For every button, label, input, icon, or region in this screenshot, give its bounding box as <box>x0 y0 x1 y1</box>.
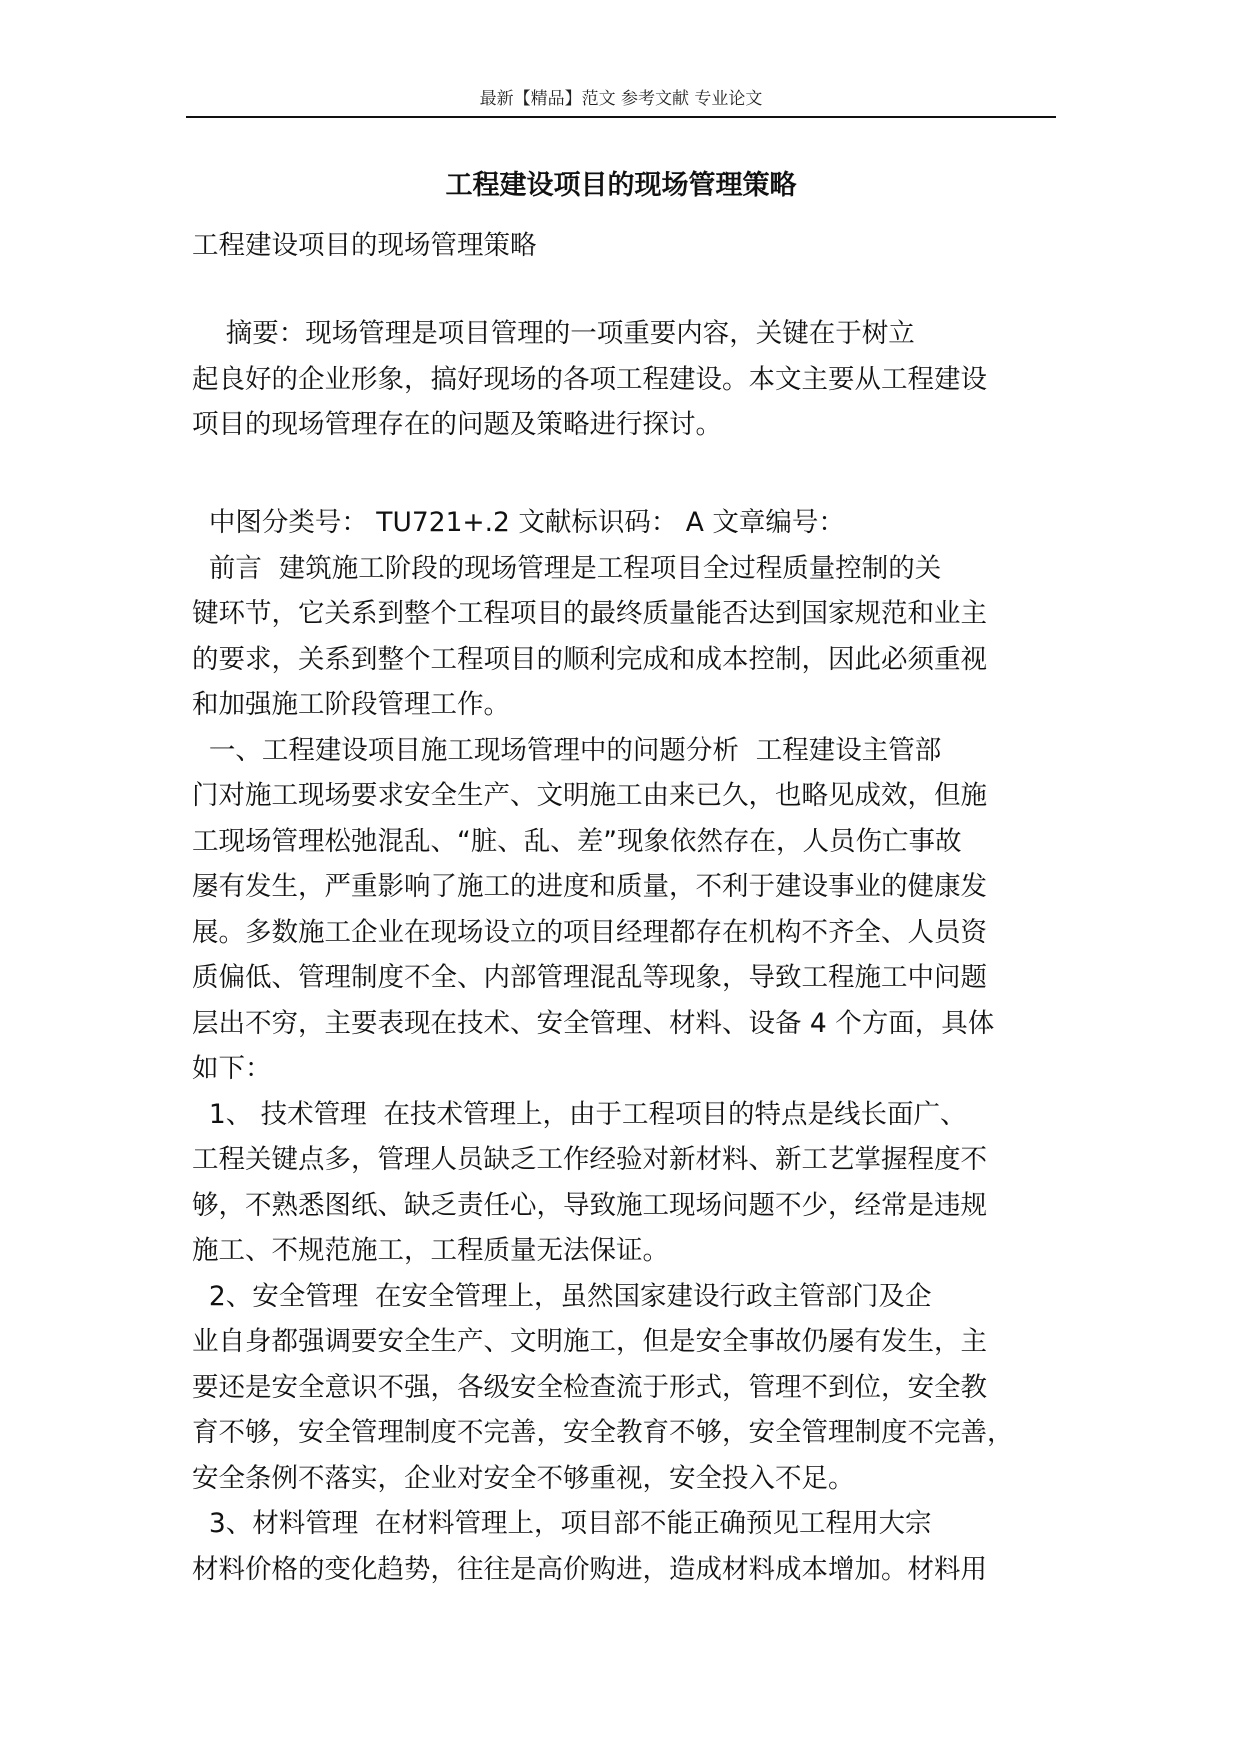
body-line: 展。多数施工企业在现场设立的项目经理都存在机构不齐全、人员资 <box>192 916 987 948</box>
document-title: 工程建设项目的现场管理策略 <box>445 170 797 201</box>
body-line: 屡有发生，严重影响了施工的进度和质量，不利于建设事业的健康发 <box>192 871 987 902</box>
body-line: 层出不穷，主要表现在技术、安全管理、材料、设备 4 个方面，具体 <box>192 1007 995 1039</box>
body-line: 要还是安全意识不强，各级安全检查流于形式，管理不到位，安全教 <box>192 1371 987 1403</box>
body-line: 施工、不规范施工，工程质量无法保证。 <box>192 1235 669 1266</box>
body-line: 键环节，它关系到整个工程项目的最终质量能否达到国家规范和业主 <box>192 598 987 629</box>
body-line: 质偏低、管理制度不全、内部管理混乱等现象，导致工程施工中问题 <box>192 962 987 993</box>
subtitle-line: 工程建设项目的现场管理策略 <box>192 230 537 261</box>
document-subtitle <box>192 223 1054 269</box>
body-line: 2、安全管理 在安全管理上，虽然国家建设行政主管部门及企 <box>192 1280 932 1312</box>
body-line: 安全条例不落实，企业对安全不够重视，安全投入不足。 <box>192 1462 855 1494</box>
body-line: 业自身都强调要安全生产、文明施工，但是安全事故仍屡有发生，主 <box>192 1326 987 1357</box>
abstract-line: 项目的现场管理存在的问题及策略进行探讨。 <box>192 409 722 440</box>
body-text <box>192 500 1054 1592</box>
body-line: 育不够，安全管理制度不完善，安全教育不够，安全管理制度不完善， <box>192 1417 1014 1448</box>
body-line: 和加强施工阶段管理工作。 <box>192 689 510 720</box>
body-line: 如下： <box>192 1053 272 1084</box>
abstract-line: 摘要：现场管理是项目管理的一项重要内容，关键在于树立 <box>192 318 915 349</box>
body-line: 工现场管理松弛混乱、“脏、乱、差”现象依然存在，人员伤亡事故 <box>192 825 962 857</box>
header-rule <box>186 116 1056 118</box>
body-line: 中图分类号： TU721+.2 文献标识码： A 文章编号： <box>192 507 845 538</box>
body-line: 材料价格的变化趋势，往往是高价购进，造成材料成本增加。材料用 <box>192 1553 987 1585</box>
body-line: 门对施工现场要求安全生产、文明施工由来已久，也略见成效，但施 <box>192 780 987 811</box>
abstract <box>192 311 1054 448</box>
body-line: 一、工程建设项目施工现场管理中的问题分析 工程建设主管部 <box>192 734 942 766</box>
body-line: 的要求，关系到整个工程项目的顺利完成和成本控制，因此必须重视 <box>192 643 987 675</box>
body-line: 够，不熟悉图纸、缺乏责任心，导致施工现场问题不少，经常是违规 <box>192 1189 987 1221</box>
abstract-line: 起良好的企业形象，搞好现场的各项工程建设。本文主要从工程建设 <box>192 363 987 395</box>
page-header: 最新【精品】范文 参考文献 专业论文 <box>479 89 763 109</box>
body-line: 1、 技术管理 在技术管理上，由于工程项目的特点是线长面广、 <box>192 1098 967 1130</box>
body-line: 工程关键点多，管理人员缺乏工作经验对新材料、新工艺掌握程度不 <box>192 1144 987 1175</box>
body-line: 前言 建筑施工阶段的现场管理是工程项目全过程质量控制的关 <box>192 552 942 584</box>
body-line: 3、材料管理 在材料管理上，项目部不能正确预见工程用大宗 <box>192 1508 932 1539</box>
